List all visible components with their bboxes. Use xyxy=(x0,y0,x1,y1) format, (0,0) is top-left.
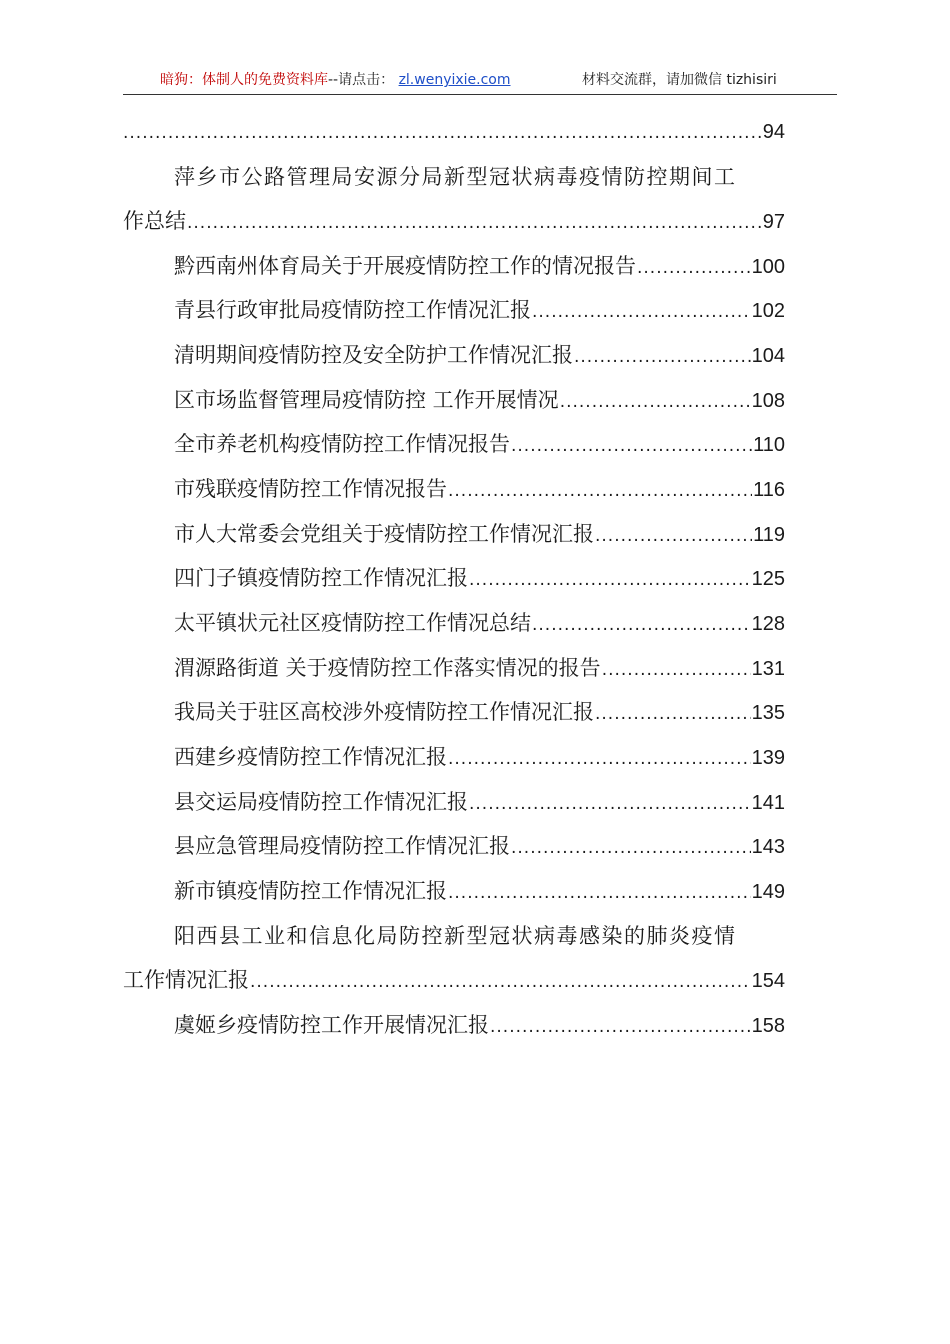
toc-leader xyxy=(602,653,751,687)
toc-leader xyxy=(595,519,752,553)
toc-entry-title: 西建乡疫情防控工作情况汇报 xyxy=(174,745,447,769)
toc-page-number: 135 xyxy=(751,702,785,724)
toc-entry-title: 青县行政审批局疫情防控工作情况汇报 xyxy=(174,298,531,322)
toc-leader xyxy=(490,1010,751,1044)
header-brand: 暗狗：体制人的免费资料库 xyxy=(160,72,328,88)
header-prompt: --请点击： xyxy=(328,72,395,88)
toc-leader xyxy=(560,385,751,419)
toc-entry[interactable] xyxy=(174,829,785,863)
toc-entry-title: 虞姬乡疫情防控工作开展情况汇报 xyxy=(174,1013,489,1037)
toc-page-number: 143 xyxy=(751,836,785,858)
toc-leader xyxy=(532,608,751,642)
toc-page-number: 116 xyxy=(753,479,785,501)
toc-entry[interactable] xyxy=(174,338,785,372)
toc-leader xyxy=(250,965,751,999)
toc-entry[interactable] xyxy=(174,517,785,551)
toc-entry-title: 县应急管理局疫情防控工作情况汇报 xyxy=(174,834,510,858)
toc-page-number: 97 xyxy=(762,211,785,233)
toc-entry[interactable] xyxy=(174,249,785,283)
toc-page-number: 125 xyxy=(751,568,785,590)
toc-page-number: 119 xyxy=(753,524,785,546)
toc-leader xyxy=(511,429,752,463)
toc-entry[interactable] xyxy=(174,293,785,327)
header-link[interactable]: zl.wenyixie.com xyxy=(398,72,511,88)
toc-leader xyxy=(511,831,751,865)
toc-leader xyxy=(469,563,751,597)
toc-continued-line[interactable] xyxy=(123,115,785,149)
toc-page-number: 141 xyxy=(751,792,785,814)
toc-entry-title: 渭源路街道 关于疫情防控工作落实情况的报告 xyxy=(174,656,601,680)
toc-leader xyxy=(448,742,751,776)
toc-entry-title: 黔西南州体育局关于开展疫情防控工作的情况报告 xyxy=(174,254,636,278)
toc-entry[interactable] xyxy=(174,695,785,729)
toc-page-number: 154 xyxy=(751,970,785,992)
toc-entry-title: 四门子镇疫情防控工作情况汇报 xyxy=(174,566,468,590)
toc-page-number: 128 xyxy=(751,613,785,635)
toc-page-number: 94 xyxy=(762,121,785,143)
toc-page-number: 158 xyxy=(751,1015,785,1037)
toc-page-number: 131 xyxy=(751,658,785,680)
toc-leader xyxy=(448,474,752,508)
toc-entry-title: 县交运局疫情防控工作情况汇报 xyxy=(174,790,468,814)
toc-entry-title: 市人大常委会党组关于疫情防控工作情况汇报 xyxy=(174,522,594,546)
toc-entry[interactable] xyxy=(174,651,785,685)
toc-page-number: 102 xyxy=(751,300,785,322)
toc-page-number: 139 xyxy=(751,747,785,769)
toc-leader xyxy=(448,876,751,910)
toc-entry-title-line1[interactable]: 萍乡市公路管理局安源分局新型冠状病毒疫情防控期间工 xyxy=(174,165,737,189)
toc-entry-title: 全市养老机构疫情防控工作情况报告 xyxy=(174,432,510,456)
toc-entry[interactable] xyxy=(123,204,785,238)
toc-leader xyxy=(123,116,762,150)
toc-leader xyxy=(187,206,762,240)
toc-entry[interactable] xyxy=(174,874,785,908)
toc-page-number: 110 xyxy=(753,434,785,456)
toc-entry-title: 太平镇状元社区疫情防控工作情况总结 xyxy=(174,611,531,635)
toc-entry-title: 工作情况汇报 xyxy=(123,968,249,992)
toc-entry-title: 作总结 xyxy=(123,209,186,233)
toc-page-number: 104 xyxy=(751,345,785,367)
toc-entry[interactable] xyxy=(174,383,785,417)
toc-entry-title: 清明期间疫情防控及安全防护工作情况汇报 xyxy=(174,343,573,367)
toc-leader xyxy=(595,697,751,731)
toc-page-number: 149 xyxy=(751,881,785,903)
toc-leader xyxy=(574,340,751,374)
toc-entry[interactable] xyxy=(174,740,785,774)
toc-entry-title: 市残联疫情防控工作情况报告 xyxy=(174,477,447,501)
toc-entry[interactable] xyxy=(174,606,785,640)
toc-entry[interactable] xyxy=(174,1008,785,1042)
header-wechat-group: 材料交流群，请加微信 tizhisiri xyxy=(582,72,777,88)
toc-entry[interactable] xyxy=(174,472,785,506)
toc-leader xyxy=(469,787,751,821)
toc-entry-title-line1[interactable]: 阳西县工业和信息化局防控新型冠状病毒感染的肺炎疫情 xyxy=(174,924,737,948)
toc-entry[interactable] xyxy=(174,561,785,595)
toc-entry[interactable] xyxy=(174,785,785,819)
toc-leader xyxy=(637,251,751,285)
toc-page-number: 100 xyxy=(751,256,785,278)
toc-entry[interactable] xyxy=(123,963,785,997)
toc-entry-title: 新市镇疫情防控工作情况汇报 xyxy=(174,879,447,903)
toc-entry-title: 我局关于驻区高校涉外疫情防控工作情况汇报 xyxy=(174,700,594,724)
toc-entry[interactable] xyxy=(174,427,785,461)
toc-leader xyxy=(532,295,751,329)
toc-entry-title: 区市场监督管理局疫情防控 工作开展情况 xyxy=(174,388,559,412)
toc-page-number: 108 xyxy=(751,390,785,412)
